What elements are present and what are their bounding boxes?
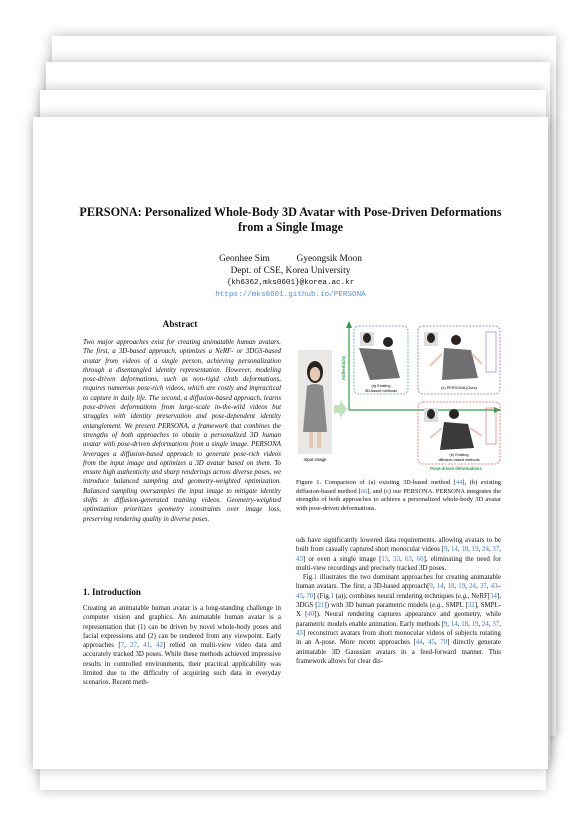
citation-link[interactable]: 43: [490, 583, 498, 591]
citation-link[interactable]: 24: [469, 583, 476, 591]
text-segment: ,: [468, 620, 472, 628]
avatar-c: [424, 332, 496, 380]
citation-link[interactable]: 44: [415, 639, 423, 647]
label-b-line2: diffusion-based methods: [438, 458, 480, 462]
text-segment: –: [497, 583, 501, 591]
text-segment: ,: [443, 583, 448, 591]
citation-link[interactable]: 45: [296, 592, 303, 600]
text-segment: ], eliminating the need for multi-view recordings and precisely tracked 3D poses.: [296, 555, 502, 572]
figure-caption: [296, 479, 501, 513]
intro-heading: 1. Introduction: [83, 587, 141, 597]
text-segment: ,: [432, 583, 437, 591]
text-segment: e.g.: [457, 592, 468, 600]
paper-page: [33, 117, 548, 769]
text-segment: Fig.: [296, 574, 314, 582]
citation-link[interactable]: 27: [130, 642, 138, 650]
title-line-1: PERSONA: Personalized Whole-Body 3D Avatar with Pose-Driven Deformations: [79, 205, 502, 219]
citation-link[interactable]: 37: [479, 583, 487, 591]
text-segment: ,: [302, 592, 307, 600]
citation-link[interactable]: 1: [330, 592, 334, 600]
text-segment: ], SMPL-X [: [296, 602, 501, 619]
citation-link[interactable]: 19: [458, 583, 466, 591]
label-b-line1: (b) Existing: [449, 453, 469, 457]
text-segment: ,: [411, 555, 417, 563]
citation-link[interactable]: 43: [296, 629, 303, 637]
text-segment: ,: [150, 642, 157, 650]
citation-link[interactable]: 1: [313, 574, 318, 582]
text-segment: ] reconstruct avatars from short monocular videos of subjects rotating in an A-pose. More recent approaches [: [296, 629, 501, 647]
citation-link[interactable]: 9: [429, 583, 433, 591]
emails: {kh6362,mks0601}@korea.ac.kr: [226, 279, 355, 287]
citation-link[interactable]: 14: [450, 620, 458, 628]
project-link[interactable]: https://mks0601.github.io/PERSONA: [215, 291, 366, 299]
abstract-heading: Abstract: [162, 320, 198, 330]
text-segment: ,: [124, 642, 131, 650]
citation-link[interactable]: 18: [461, 546, 469, 554]
text-segment: ,: [499, 546, 502, 554]
text-segment: ] directly generate animatable 3D Gaussian avatars in a feed-forward manner. This framework allows for clear dis-: [296, 639, 501, 665]
citation-link[interactable]: 66: [416, 555, 424, 563]
text-segment: ,: [488, 546, 493, 554]
text-segment: ,: [486, 583, 491, 591]
text-segment: ,: [454, 583, 459, 591]
citation-link[interactable]: 14: [450, 546, 458, 554]
text-segment: ,: [457, 546, 462, 554]
text-segment: ] relied on multi-view video data and accurately tracked 3D poses. While these methods achieved impressive results in controlled environments, their practical applicability was limited due to the difficulty of acquiring such data in everyday scenarios. Recent meth-: [83, 642, 281, 687]
citation-link[interactable]: 24: [482, 546, 489, 554]
text-segment: (a)), combines neural rendering techniques (: [333, 592, 458, 600]
text-segment: ,: [465, 583, 470, 591]
text-segment: ] or even a single image [: [302, 555, 382, 563]
text-segment: ,: [457, 620, 462, 628]
text-segment: ,: [468, 546, 472, 554]
citation-link[interactable]: 32: [467, 602, 475, 610]
citation-link[interactable]: 9: [443, 620, 448, 628]
text-segment: ,: [422, 639, 428, 647]
text-segment: ,: [478, 620, 482, 628]
citation-link[interactable]: 7: [120, 642, 125, 650]
input-image-label: Input image: [303, 457, 327, 462]
text-segment: ,: [475, 583, 480, 591]
text-segment: , NeRF[: [467, 592, 491, 600]
text-segment: ] (Fig.: [313, 592, 331, 600]
text-segment: ,: [434, 639, 441, 647]
text-segment: ]). Neural rendering captures appearance and geometry, while parametric models enable animation. Early methods [: [296, 611, 501, 628]
author-names: [33, 253, 548, 265]
text-segment: ods have significantly lowered data requirements, allowing avatars to be built from casually captured short monocular videos [: [296, 537, 501, 554]
text-segment: illustrates the two dominant approaches for creating animatable human avatars. The first, a 3D-based approach[: [296, 574, 501, 591]
text-segment: ,: [388, 555, 394, 563]
text-segment: ], 3DGS [: [296, 592, 501, 610]
paper-title: [33, 205, 548, 235]
text-segment: , SMPL [: [442, 602, 468, 610]
text-segment: ,: [478, 546, 483, 554]
authenticity-label: Authenticity: [341, 355, 346, 381]
text-segment: ], (b) existing diffusion-based method [: [296, 479, 501, 495]
citation-link[interactable]: 42: [156, 642, 163, 650]
figure-1: [296, 320, 503, 472]
text-segment: Figure 1. Comparison of (a) existing 3D-based method [: [296, 479, 456, 486]
authenticity-arrowhead: [346, 321, 352, 328]
citation-link[interactable]: 15: [381, 555, 389, 563]
citation-link[interactable]: 37: [492, 620, 500, 628]
citation-link[interactable]: 63: [404, 555, 412, 563]
citation-link[interactable]: 34: [490, 592, 497, 600]
author-block: [33, 253, 548, 301]
text-segment: ]) with 3D human parametric models (: [324, 602, 433, 610]
affiliation: Dept. of CSE, Korea University: [230, 266, 351, 276]
citation-link[interactable]: 33: [393, 555, 401, 563]
abstract-text: Two major approaches exist for creating animatable human avatars. The first, a 3D-based approach, optimizes a NeRF- or 3DGS-based avatar from videos of a single person, achieving personalization through a disentangled identity representation. However, modeling pose-driven deformations, such as non-rigid cloth deformations, requires numerous pose-rich videos, which are costly and impractical to capture in daily life. The second, a diffusion-based approach, learns pose-driven deformations from large-scale in-the-wild videos but struggles with identity preservation and pose-dependent identity entanglement. We present PERSONA, a framework that combines the strengths of both approaches to obtain a personalized 3D human avatar with pose-driven deformations from a single image. PERSONA leverages a diffusion-based approach to generate pose-rich videos from the input image and optimizes a 3D avatar based on them. To ensure high authenticity and sharp renderings across diverse poses, we introduce balanced sampling and geometry-weighted optimization. Balanced sampling oversamples the input image to mitigate identity shifts in diffusion-generated training videos. Geometry-weighted optimization prioritizes geometry constraints over image loss, preserving rendering quality in diverse poses.: [83, 339, 281, 523]
text-segment: ,: [137, 642, 144, 650]
input-arrow: [334, 400, 347, 418]
author-2: Gyeongsik Moon: [296, 254, 362, 264]
citation-link[interactable]: 21: [317, 602, 325, 610]
citation-link[interactable]: 9: [444, 546, 448, 554]
citation-link[interactable]: 45: [428, 639, 435, 647]
citation-link[interactable]: 70: [440, 639, 448, 647]
citation-link[interactable]: 40: [307, 611, 315, 619]
label-a-line2: 3D-based methods: [364, 389, 398, 393]
pose-label: Pose-driven deformations: [430, 466, 482, 471]
intro-paragraph: [83, 604, 281, 688]
text-segment: ,: [447, 546, 451, 554]
citation-link[interactable]: 24: [481, 620, 489, 628]
input-image: [298, 350, 332, 454]
citation-link[interactable]: 70: [306, 592, 314, 600]
citation-link[interactable]: 19: [471, 620, 479, 628]
citation-link[interactable]: 41: [143, 642, 151, 650]
text-segment: Creating an animatable human avatar is a long-standing challenge in computer vision and graphics. An animatable human avatar is a representation that (1) can be driven by novel whole-body poses and facial expressions and (2) can be rendered from any viewpoint. Early approaches [: [83, 605, 281, 650]
citation-link[interactable]: 14: [436, 583, 444, 591]
citation-link[interactable]: 66: [360, 487, 368, 495]
citation-link[interactable]: 18: [447, 583, 455, 591]
citation-link[interactable]: 37: [492, 546, 500, 554]
author-1: Geonhee Sim: [219, 254, 270, 264]
text-segment: e.g.: [432, 602, 443, 610]
label-c: (c) PERSONA (Ours): [441, 386, 477, 390]
label-a-line1: (a) Existing: [371, 384, 391, 388]
title-line-2: from a Single Image: [237, 220, 344, 234]
text-segment: ,: [400, 555, 405, 563]
text-segment: ], and (c) our PERSONA. PERSONA integrates the strengths of both approaches to achieve a personalized whole-body 3D avatar with pose-driven deformations.: [296, 487, 501, 512]
text-segment: ,: [447, 620, 451, 628]
right-column-text: [296, 536, 501, 666]
text-segment: ,: [499, 620, 501, 628]
text-segment: ,: [488, 620, 493, 628]
avatar-a: [359, 332, 400, 380]
citation-link[interactable]: 43: [296, 555, 303, 563]
citation-link[interactable]: 18: [461, 620, 469, 628]
citation-link[interactable]: 19: [471, 546, 479, 554]
citation-link[interactable]: 44: [455, 479, 463, 486]
avatar-b: [424, 408, 496, 450]
